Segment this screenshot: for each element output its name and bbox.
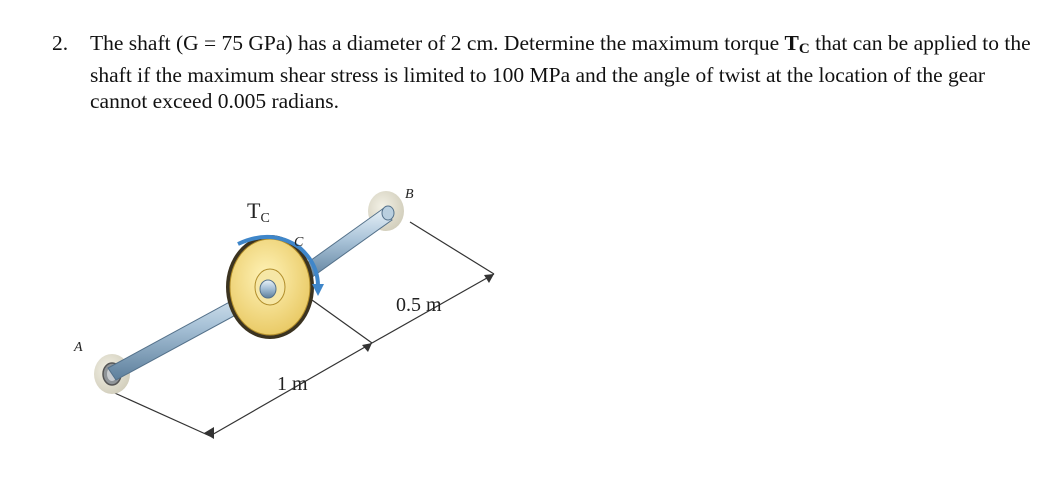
dimension-cb-label: 0.5 m [396, 294, 442, 316]
label-c: C [294, 235, 304, 250]
problem-number: 2. [52, 31, 69, 55]
label-a: A [74, 340, 83, 355]
problem-text-part1: The shaft (G = 75 GPa) has a diameter of 2 cm. Determine the maximum torque [90, 31, 785, 55]
shaft-end-b [382, 206, 394, 220]
label-b: B [405, 187, 414, 202]
torque-symbol: $T_C$ [784, 31, 810, 57]
torque-label: TC [247, 198, 270, 226]
problem-text-part2: that can be applied to the shaft if the maximum shear stress is limited to 100 MPa and the angle of twist at the location of the gear cannot exceed 0.005 radians. [90, 31, 1031, 113]
dimension-ac-label: 1 m [277, 373, 308, 395]
